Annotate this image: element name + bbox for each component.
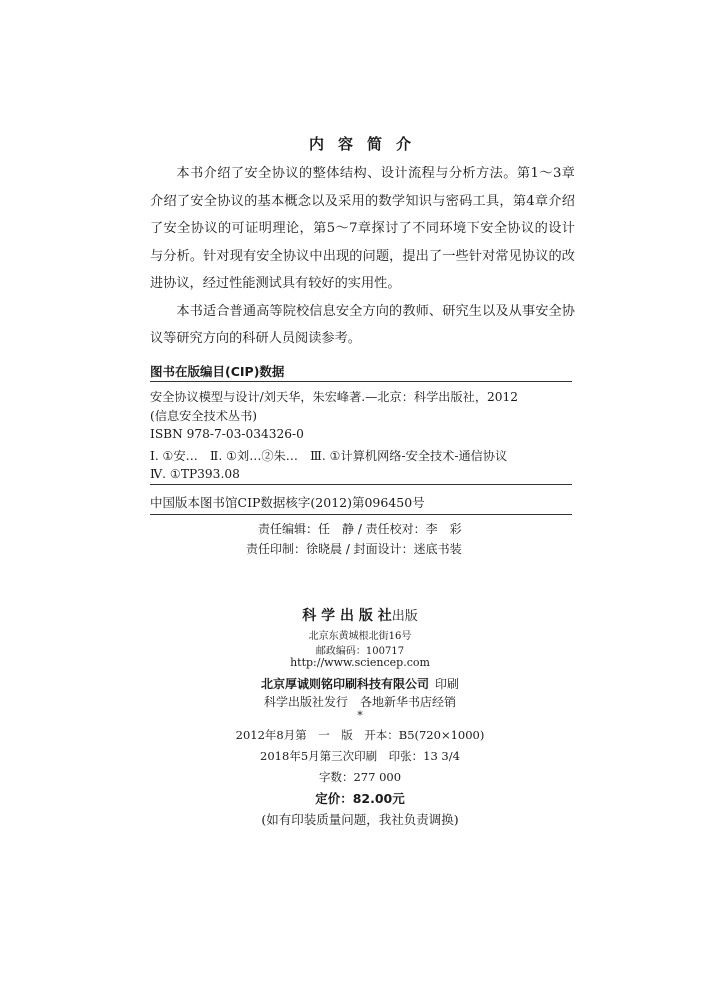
- intro-paragraph: 本书介绍了安全协议的整体结构、设计流程与分析方法。第1～3章介绍了安全协议的基本概念以及采用的数学知识与密码工具，第4章介绍了安全协议的可证明理论，第5～7章探讨了不同环境下安全协议的设计与分析。针对现有安全协议中出现的问题，提出了一些针对常见协议的改进协议，经过性能测试具有较好的实用性。: [150, 166, 575, 291]
- intro-paragraph: 本书适合普通高等院校信息安全方向的教师、研究生以及从事安全协议等研究方向的科研人员阅读参考。: [150, 303, 575, 346]
- printer-suffix: 印刷: [435, 677, 460, 691]
- cip-line: 安全协议模型与设计/刘天华，朱宏峰著.—北京：科学出版社，2012: [150, 390, 519, 404]
- publisher-url: http://www.sciencep.com: [290, 656, 430, 669]
- cip-line: (信息安全技术丛书): [150, 408, 258, 423]
- cip-line: ISBN 978-7-03-034326-0: [150, 427, 304, 441]
- cip-bottom-rule: [150, 514, 572, 515]
- cip-record: 中国版本图书馆CIP数据核字(2012)第096450号: [150, 495, 425, 510]
- publisher-name: 科 学 出 版 社: [302, 608, 392, 624]
- publisher-postcode: 邮政编码：100717: [315, 646, 405, 657]
- credits-editors: 责任编辑：任 静 / 责任校对：李 彩: [258, 522, 462, 536]
- intro-body: [150, 160, 575, 353]
- cip-line: Ⅰ. ①安… Ⅱ. ①刘…②朱… Ⅲ. ①计算机网络-安全技术-通信协议: [150, 448, 508, 463]
- word-count: 字数：277 000: [318, 770, 402, 784]
- printer-line: [0, 675, 720, 692]
- printer-name: 北京厚诚则铭印刷科技有限公司: [260, 677, 429, 691]
- quality-note: (如有印装质量问题，我社负责调换): [261, 812, 459, 827]
- edition-info: 2012年8月第 一 版 开本：B5(720×1000): [235, 728, 485, 742]
- credits: [150, 516, 572, 556]
- credits-production: 责任印制：徐晓晨 / 封面设计：迷底书装: [246, 542, 462, 556]
- separator-star: *: [357, 709, 363, 722]
- publisher-block: [0, 605, 720, 845]
- publisher-address: 北京东黄城根北街16号: [308, 631, 412, 642]
- publisher-line: [0, 605, 720, 625]
- cip-mid-rule: [150, 484, 572, 485]
- distribution: 科学出版社发行 各地新华书店经销: [263, 695, 456, 709]
- cip-heading: 图书在版编目(CIP)数据: [150, 364, 285, 379]
- price: 定价：82.00元: [315, 791, 405, 806]
- printing-info: 2018年5月第三次印刷 印张：13 3/4: [260, 749, 460, 763]
- publisher-suffix: 出版: [391, 609, 418, 624]
- cip-top-rule: [150, 381, 572, 382]
- intro-title: 内容简介: [308, 135, 425, 153]
- cip-block: [150, 388, 580, 484]
- cip-line: Ⅳ. ①TP393.08: [150, 467, 240, 481]
